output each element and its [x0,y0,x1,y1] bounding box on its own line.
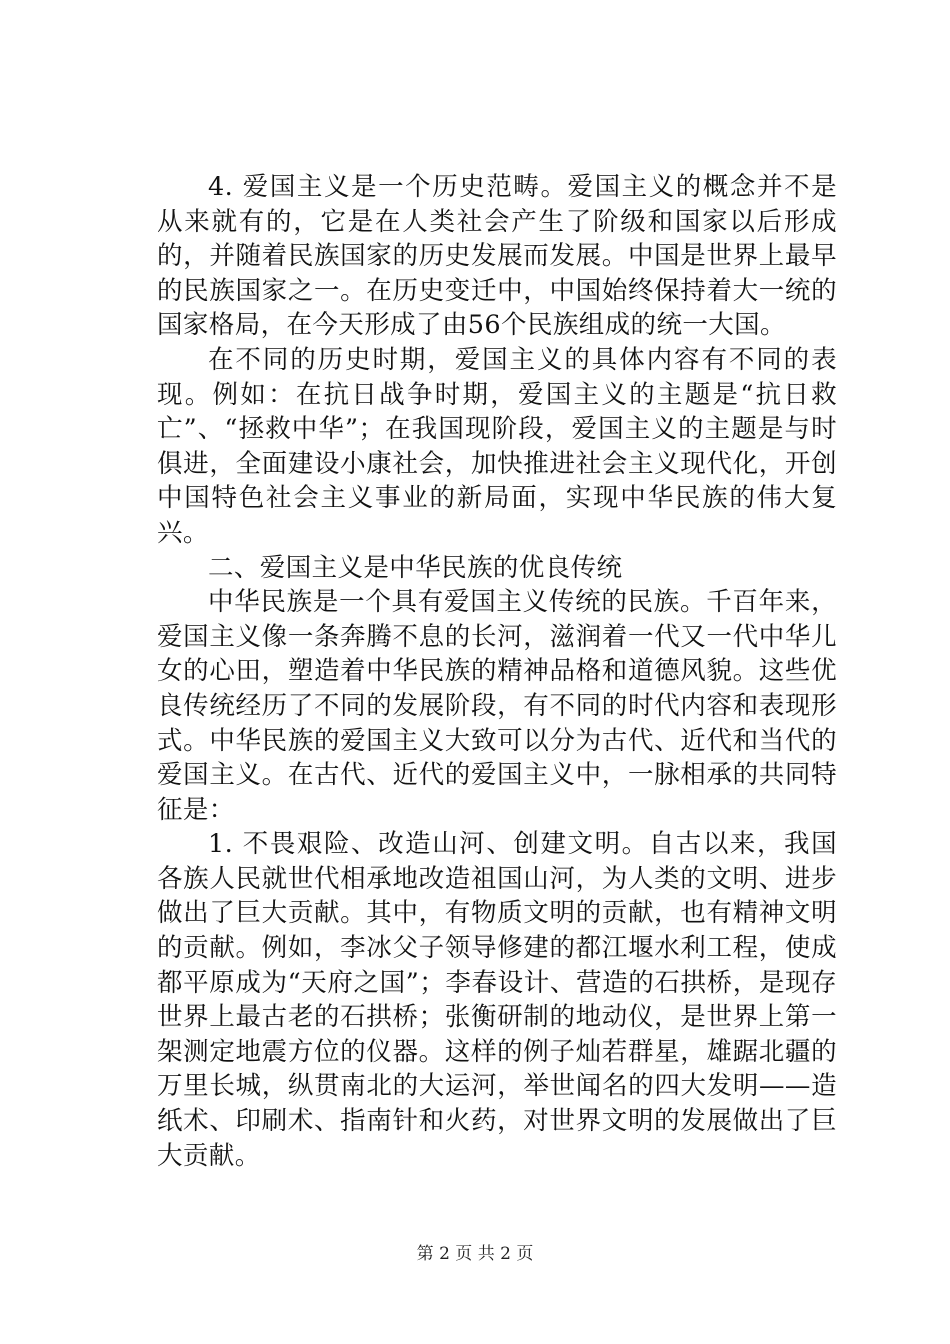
paragraph-chinese-tradition: 中华民族是一个具有爱国主义传统的民族。千百年来，爱国主义像一条奔腾不息的长河，滋润着一代又一代中华儿女的心田，塑造着中华民族的精神品格和道德风貌。这些优良传统经历了不同的发展阶段，有不同的时代内容和表现形式。中华民族的爱国主义大致可以分为古代、近代和当代的爱国主义。在古代、近代的爱国主义中，一脉相承的共同特征是： [157,587,837,825]
paragraph-patriotism-historical-category: 4. 爱国主义是一个历史范畴。爱国主义的概念并不是从来就有的，它是在人类社会产生了阶级和国家以后形成的，并随着民族国家的历史发展而发展。中国是世界上最早的民族国家之一。在历史变迁中，中国始终保持着大一统的国家格局，在今天形成了由56个民族组成的统一大国。 [157,172,837,341]
document-body [157,170,837,1173]
section-heading: 二、爱国主义是中华民族的优良传统 [208,552,623,583]
paragraph-civilization-contributions: 1. 不畏艰险、改造山河、创建文明。自古以来，我国各族人民就世代相承地改造祖国山河，为人类的文明、进步做出了巨大贡献。其中，有物质文明的贡献，也有精神文明的贡献。例如，李冰父子领导修建的都江堰水利工程，使成都平原成为“天府之国”；李春设计、营造的石拱桥，是现存世界上最古老的石拱桥；张衡研制的地动仪，是世界上第一架测定地震方位的仪器。这样的例子灿若群星，雄踞北疆的万里长城，纵贯南北的大运河，举世闻名的四大发明——造纸术、印刷术、指南针和火药，对世界文明的发展做出了巨大贡献。 [157,829,837,1171]
page-number-footer: 第 2 页 共 2 页 [416,1244,534,1264]
paragraph-different-periods: 在不同的历史时期，爱国主义的具体内容有不同的表现。例如：在抗日战争时期，爱国主义的主题是“抗日救亡”、“拯救中华”；在我国现阶段，爱国主义的主题是与时俱进，全面建设小康社会，加快推进社会主义现代化，开创中国特色社会主义事业的新局面，实现中华民族的伟大复兴。 [157,344,837,548]
